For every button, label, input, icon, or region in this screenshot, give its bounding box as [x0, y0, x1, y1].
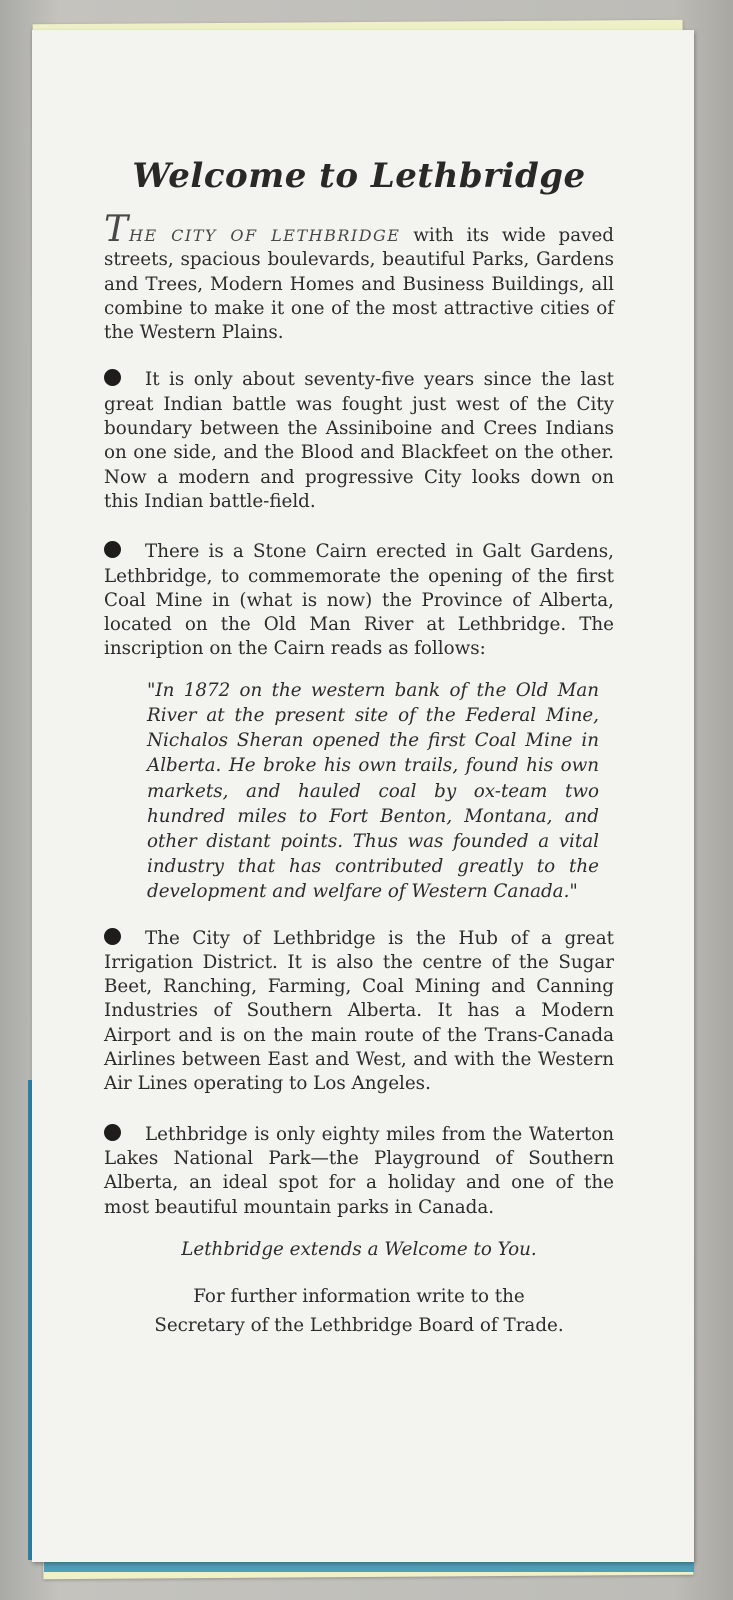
contact-info — [104, 1282, 614, 1340]
bullet-icon — [104, 1124, 121, 1141]
paragraph-text: There is a Stone Cairn erected in Galt Gardens, Lethbridge, to commemorate the opening of the first Coal Mine in (what is now) the Province of Alberta, located on the Old Man River at Lethbridge. The inscription on the Cairn reads as follows: — [104, 541, 614, 660]
intro-lead: HE CITY OF LETHBRIDGE — [129, 226, 401, 245]
drop-cap: T — [104, 209, 129, 250]
paragraph-irrigation — [104, 927, 614, 1097]
intro-paragraph — [104, 209, 615, 345]
page-title: Welcome to Lethbridge — [132, 156, 586, 196]
contact-line-1: For further information write to the — [193, 1286, 525, 1308]
paragraph-cairn — [104, 540, 614, 661]
intro-text: with its wide paved streets, spacious boulevards, beautiful Parks, Gardens and Trees, Modern Homes and Business Buildings, all combine to make it one of the most attractive cities of the Western Plains. — [104, 225, 615, 344]
welcome-line: Lethbridge extends a Welcome to You. — [181, 1238, 537, 1260]
paragraph-text: Lethbridge is only eighty miles from the Waterton Lakes National Park—the Playground of Southern Alberta, an ideal spot for a holiday and one of the most beautiful mountain parks in Canada. — [104, 1123, 614, 1218]
bullet-icon — [104, 928, 121, 945]
contact-line-2: Secretary of the Lethbridge Board of Trade. — [154, 1315, 564, 1337]
paragraph-waterton — [104, 1123, 614, 1220]
bullet-icon — [104, 369, 121, 386]
paragraph-text: It is only about seventy-five years since the last great Indian battle was fought just west of the City boundary between the Assiniboine and Crees Indians on one side, and the Blood and Blackfeet on the other. Now a modern and progressive City looks down on this Indian battle-field. — [104, 369, 614, 512]
bullet-icon — [104, 541, 121, 558]
paragraph-battle — [104, 368, 614, 514]
brochure-page — [32, 30, 694, 1562]
cairn-inscription-quote: "In 1872 on the western bank of the Old Man River at the present site of the Federal Mine, Nichalos Sheran opened the first Coal Mine in Alberta. He broke his own trails, found his own markets, and hauled coal by ox-team two hundred miles to Fort Benton, Montana, and other distant points. Thus was founded a vital industry that has contributed greatly to the development and welfare of Western Canada." — [147, 679, 599, 903]
paragraph-text: The City of Lethbridge is the Hub of a great Irrigation District. It is also the centre of the Sugar Beet, Ranching, Farming, Coal Mining and Canning Industries of Southern Alberta. It has a Modern Airport and is on the main route of the Trans-Canada Airlines between East and West, and with the Western Air Lines operating to Los Angeles. — [104, 927, 614, 1095]
